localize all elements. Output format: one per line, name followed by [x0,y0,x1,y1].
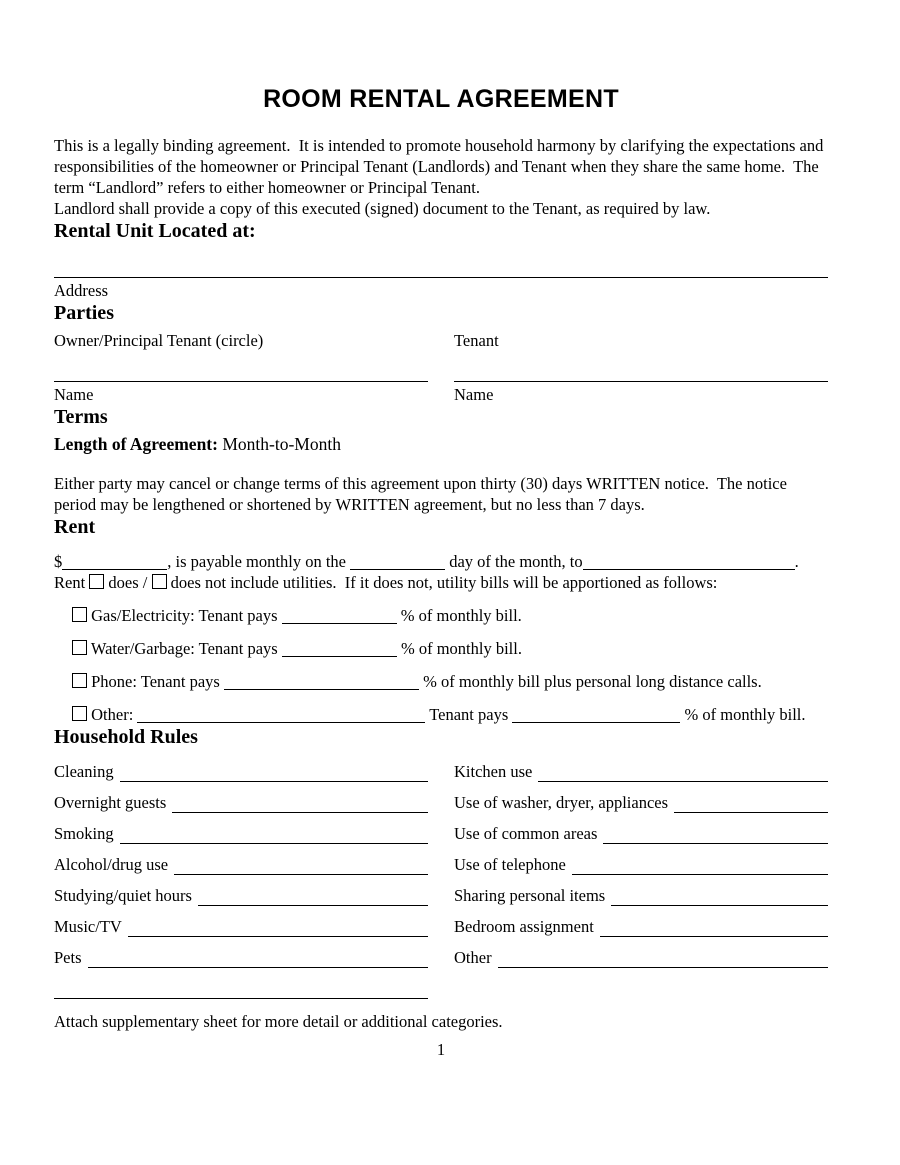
rent-utilities-line [54,572,828,593]
rent-does-checkbox[interactable] [89,574,104,589]
gas-electricity-checkbox[interactable] [72,607,87,622]
rule-fill-studying-quiet-hours[interactable] [198,887,428,906]
utility-row-water-garbage [54,638,828,659]
water-garbage-label: Water/Garbage: Tenant pays [90,638,278,658]
rent-payee-fill-line[interactable] [583,569,795,570]
rent-payable-line [54,551,828,572]
rule-label-kitchen-use: Kitchen use [454,761,533,781]
rule-fill-other[interactable] [498,949,828,968]
tenant-name-label: Name [454,385,494,404]
address-fill-line[interactable] [54,277,828,278]
rent-line-end: . [794,551,799,571]
other-utility-label: Other: [91,704,134,724]
phone-percent-fill-line[interactable] [224,689,419,690]
tenant-name-fill-line[interactable] [454,381,828,382]
rule-label-cleaning: Cleaning [54,761,114,781]
household-rules-right-column [454,761,828,1009]
rule-label-other: Other [454,947,492,967]
rule-fill-washer-dryer-appliances[interactable] [674,794,828,813]
owner-name-label: Name [54,385,94,404]
gas-electricity-percent-fill-line[interactable] [282,623,397,624]
section-heading-parties: Parties [54,302,114,324]
water-garbage-percent-fill-line[interactable] [282,656,397,657]
rule-row-other [454,947,828,968]
address-label: Address [54,281,109,300]
rent-does-not-text: does not include utilities. If it does not, utility bills will be apportioned as follows: [170,572,718,592]
rule-fill-bedroom-assignment[interactable] [600,918,828,937]
rule-row-overnight-guests [54,792,428,813]
rule-row-kitchen-use [454,761,828,782]
rule-fill-overnight-guests[interactable] [172,794,428,813]
rule-label-washer-dryer-appliances: Use of washer, dryer, appliances [454,792,669,812]
rule-fill-telephone[interactable] [572,856,828,875]
parties-owner-column [54,330,428,405]
rule-row-common-areas [454,823,828,844]
rule-fill-alcohol-drug-use[interactable] [174,856,428,875]
parties-tenant-column [454,330,828,405]
rule-fill-extra-blank[interactable] [54,980,428,999]
rule-fill-sharing-personal-items[interactable] [611,887,828,906]
rent-does-label: does [108,572,139,592]
rule-fill-common-areas[interactable] [603,825,828,844]
rule-row-bedroom-assignment [454,916,828,937]
other-utility-suffix: % of monthly bill. [684,704,806,724]
rule-row-smoking [54,823,428,844]
tenant-label: Tenant [454,331,499,350]
rule-row-music-tv [54,916,428,937]
rule-fill-smoking[interactable] [120,825,428,844]
gas-electricity-label: Gas/Electricity: Tenant pays [91,605,278,625]
section-heading-rent: Rent [54,515,96,538]
rent-amount-prefix: $ [54,551,63,571]
intro-line-1: This is a legally binding agreement. It is intended to promote household harmony by clarifying the expectations and responsibilities of the homeowner or Principal Tenant (Landlords) and Tenant when they share the same home. The term “Landlord” refers to either homeowner or Principal Tenant. [54,136,828,197]
rule-label-common-areas: Use of common areas [454,823,598,843]
rule-label-telephone: Use of telephone [454,854,566,874]
other-utility-checkbox[interactable] [72,706,87,721]
rule-row-cleaning [54,761,428,782]
owner-principal-tenant-label[interactable]: Owner/Principal Tenant (circle) [54,331,264,350]
rule-row-studying-quiet-hours [54,885,428,906]
phone-label: Phone: Tenant pays [91,671,220,691]
document-title: ROOM RENTAL AGREEMENT [263,85,619,113]
section-heading-rental-unit: Rental Unit Located at: [54,220,256,242]
utility-row-gas-electricity [54,605,828,626]
rent-amount-fill-line[interactable] [62,569,167,570]
rent-payable-text: , is payable monthly on the [167,551,346,571]
phone-suffix: % of monthly bill plus personal long distance calls. [423,671,762,691]
household-rules-grid [54,761,828,1009]
rent-slash: / [142,572,148,592]
other-utility-percent-fill-line[interactable] [512,722,680,723]
rule-fill-pets[interactable] [88,949,428,968]
water-garbage-checkbox[interactable] [72,640,87,655]
rule-row-extra-blank [54,978,428,999]
parties-columns [54,330,828,405]
length-of-agreement-label: Length of Agreement: [54,434,218,454]
utility-row-other [54,704,828,725]
rule-label-pets: Pets [54,947,82,967]
household-rules-left-column [54,761,428,1009]
gas-electricity-suffix: % of monthly bill. [400,605,522,625]
rent-day-text: day of the month, to [449,551,583,571]
intro-paragraph [54,135,828,219]
rule-fill-music-tv[interactable] [128,918,428,937]
rent-prefix: Rent [54,572,86,592]
rule-row-washer-dryer-appliances [454,792,828,813]
rule-label-music-tv: Music/TV [54,916,122,936]
rule-fill-kitchen-use[interactable] [538,763,828,782]
phone-checkbox[interactable] [72,673,87,688]
length-of-agreement-line [54,434,828,455]
rule-label-smoking: Smoking [54,823,114,843]
section-heading-terms: Terms [54,406,108,428]
utility-row-phone [54,671,828,692]
rent-does-not-checkbox[interactable] [152,574,167,589]
rule-label-bedroom-assignment: Bedroom assignment [454,916,594,936]
page-number: 1 [436,1039,446,1059]
rule-row-pets [54,947,428,968]
rule-row-telephone [454,854,828,875]
rule-label-studying-quiet-hours: Studying/quiet hours [54,885,192,905]
other-utility-fill-line[interactable] [137,722,425,723]
section-heading-household-rules: Household Rules [54,725,198,748]
owner-name-fill-line[interactable] [54,381,428,382]
rule-label-overnight-guests: Overnight guests [54,792,167,812]
length-of-agreement-value: Month-to-Month [222,434,341,454]
rule-row-sharing-personal-items [454,885,828,906]
intro-line-2: Landlord shall provide a copy of this executed (signed) document to the Tenant, as required by law. [54,199,711,218]
rent-day-fill-line[interactable] [350,569,445,570]
water-garbage-suffix: % of monthly bill. [400,638,522,658]
supplementary-note: Attach supplementary sheet for more detail or additional categories. [54,1011,503,1031]
rule-label-sharing-personal-items: Sharing personal items [454,885,606,905]
rule-row-alcohol-drug-use [54,854,428,875]
other-utility-mid: Tenant pays [429,704,509,724]
rule-fill-cleaning[interactable] [120,763,428,782]
terms-paragraph: Either party may cancel or change terms of this agreement upon thirty (30) days WRITTEN notice. The notice period may be lengthened or shortened by WRITTEN agreement, but no less than 7 days. [54,473,792,514]
rule-label-alcohol-drug-use: Alcohol/drug use [54,854,169,874]
